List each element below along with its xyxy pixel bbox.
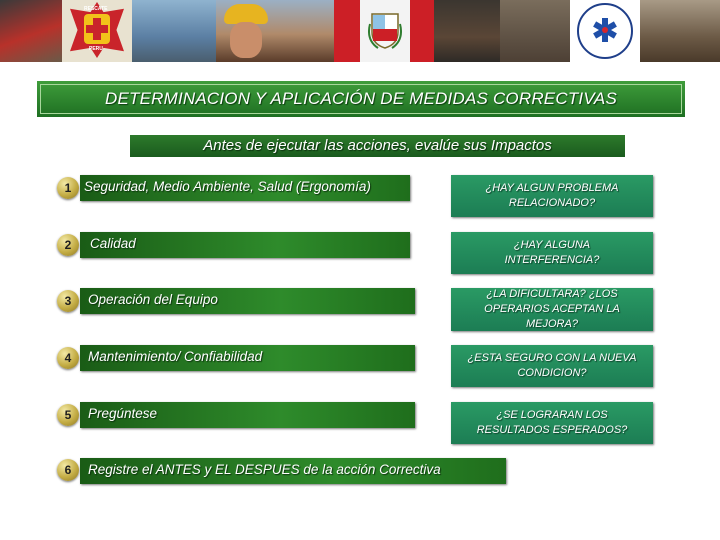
question-box [451,232,653,274]
question-line: ¿HAY ALGUNA [513,239,591,251]
item-bar [80,232,410,258]
subtitle-bar: Antes de ejecutar las acciones, evalúe sus Impactos [130,135,625,157]
question-line: RESULTADOS ESPERADOS? [476,424,628,436]
header-banner [0,0,720,62]
item-number-badge: 3 [57,290,79,312]
item-label: Operación del Equipo [88,292,218,307]
question-line: OPERARIOS ACEPTAN LA [484,303,620,315]
firefighters-group-photo [434,0,500,62]
question-box [451,288,653,331]
item-bar [80,345,415,371]
item-label: Seguridad, Medio Ambiente, Salud (Ergonomía) [84,179,371,194]
question-box [451,402,653,444]
question-line: INTERFERENCIA? [504,254,600,266]
logo-top-text: RESCATE [84,6,108,12]
question-box [451,345,653,387]
item-label: Calidad [90,236,136,251]
item-bar [80,402,415,428]
firefighter-photo [0,0,62,62]
item-number-badge: 1 [57,177,79,199]
item-bar [80,175,410,201]
question-line: ¿LA DIFICULTARA? ¿LOS [486,288,618,300]
question-line: ¿ESTA SEGURO CON LA NUEVA [467,352,637,364]
item-label: Pregúntese [88,406,158,421]
question-line: RELACIONADO? [508,197,596,209]
question-line: CONDICION? [517,367,587,379]
question-line: ¿HAY ALGUN PROBLEMA [485,182,619,194]
question-line: ¿SE LOGRARAN LOS [496,409,608,421]
item-bar [80,458,506,484]
logo-bottom-text: PERU [89,46,103,52]
title-banner [37,81,685,117]
question-box [451,175,653,217]
item-number-badge: 4 [57,347,79,369]
hazmat-team-photo [132,0,216,62]
flag-red-left [334,0,360,62]
helmet-icon [224,4,268,24]
item-number-badge: 2 [57,234,79,256]
item-number-badge: 6 [57,459,79,481]
star-of-life-icon [592,17,618,43]
item-number-badge: 5 [57,404,79,426]
question-line: MEJORA? [526,318,578,330]
page-title: DETERMINACION Y APLICACIÓN DE MEDIDAS CORRECTIVAS [104,89,618,108]
flag-red-right [410,0,434,62]
item-label: Registre el ANTES y EL DESPUES de la acción Correctiva [88,462,441,477]
firefighters-line-photo [500,0,570,62]
item-bar [80,288,415,314]
item-label: Mantenimiento/ Confiabilidad [88,349,263,364]
firefighters-drill-photo [640,0,720,62]
coat-of-arms-icon [368,10,402,50]
